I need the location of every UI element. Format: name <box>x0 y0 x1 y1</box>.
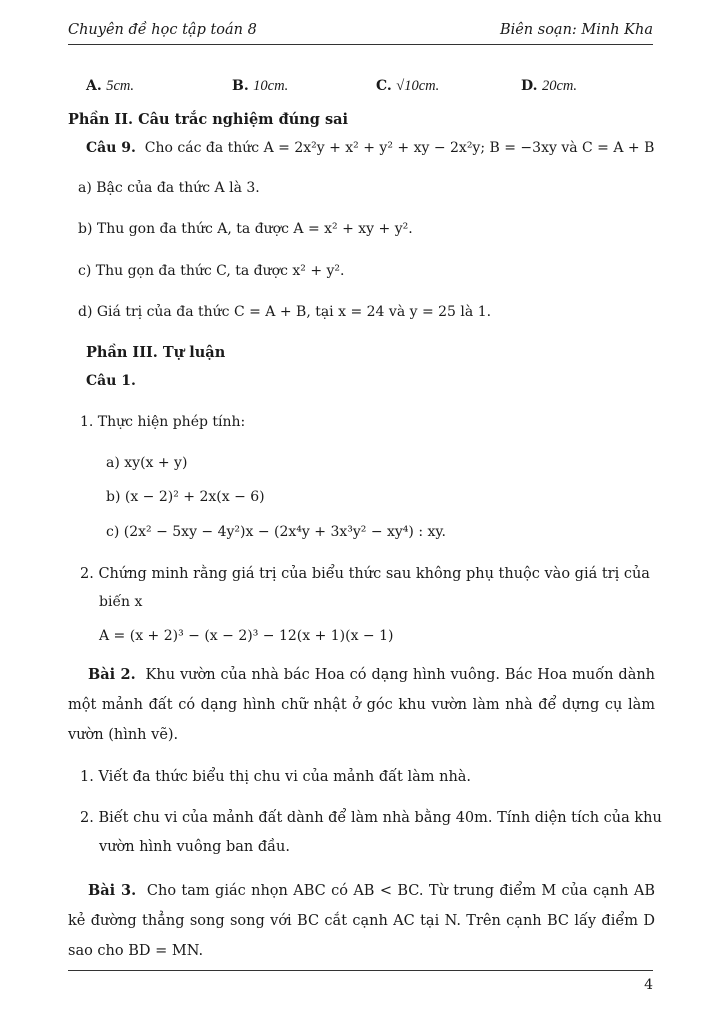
task-2-expression: A = (x + 2)³ − (x − 2)³ − 12(x + 1)(x − 1) <box>99 628 394 644</box>
part3-title: Phần III. Tự luận <box>86 344 226 361</box>
task-1c: c) (2x² − 5xy − 4y²)x − (2x⁴y + 3x³y² − xy⁴) : xy. <box>106 524 446 540</box>
page-number: 4 <box>644 977 653 993</box>
task-1a: a) xy(x + y) <box>106 455 188 471</box>
answer-c: C. √10cm. <box>376 78 440 94</box>
exercise-2-item-2-line2: vườn hình vuông ban đầu. <box>99 839 290 855</box>
statement-a: a) Bậc của đa thức A là 3. <box>78 180 260 196</box>
task-2-line1: 2. Chứng minh rằng giá trị của biểu thức sau không phụ thuộc vào giá trị của <box>80 566 650 582</box>
exercise-2-item-2-line1: 2. Biết chu vi của mảnh đất dành để làm nhà bằng 40m. Tính diện tích của khu <box>80 810 662 826</box>
statement-b: b) Thu gon đa thức A, ta được A = x² + xy + y². <box>78 221 413 237</box>
task-1b: b) (x − 2)² + 2x(x − 6) <box>106 489 265 505</box>
answer-d: D. 20cm. <box>521 78 578 94</box>
answer-a: A. 5cm. <box>86 78 134 94</box>
page-header <box>68 22 653 45</box>
header-left: Chuyên đề học tập toán 8 <box>68 22 257 38</box>
statement-d: d) Giá trị của đa thức C = A + B, tại x = 24 và y = 25 là 1. <box>78 304 492 320</box>
exercise-2: Bài 2. Khu vườn của nhà bác Hoa có dạng hình vuông. Bác Hoa muốn dành một mảnh đất có dạng hình chữ nhật ở góc khu vườn làm nhà để dựng cụ làm vườn (hình vẽ). <box>68 666 656 743</box>
header-right: Biên soạn: Minh Kha <box>499 22 653 38</box>
question-9: Câu 9. Cho các đa thức A = 2x²y + x² + y² + xy − 2x²y; B = −3xy và C = A + B <box>86 140 655 156</box>
part2-title: Phần II. Câu trắc nghiệm đúng sai <box>68 111 349 128</box>
answer-b: B. 10cm. <box>232 78 289 94</box>
task-1: 1. Thực hiện phép tính: <box>80 414 246 430</box>
exercise-3: Bài 3. Cho tam giác nhọn ABC có AB < BC. Từ trung điểm M của cạnh AB kẻ đường thẳng song song với BC cắt cạnh AC tại N. Trên cạnh BC lấy điểm D sao cho BD = MN. <box>68 882 655 959</box>
question-1-label: Câu 1. <box>86 373 136 389</box>
task-2-line2: biến x <box>99 594 143 610</box>
statement-c: c) Thu gọn đa thức C, ta được x² + y². <box>78 263 345 279</box>
footer-divider <box>68 970 653 971</box>
exercise-2-item-1: 1. Viết đa thức biểu thị chu vi của mảnh đất làm nhà. <box>80 769 472 785</box>
